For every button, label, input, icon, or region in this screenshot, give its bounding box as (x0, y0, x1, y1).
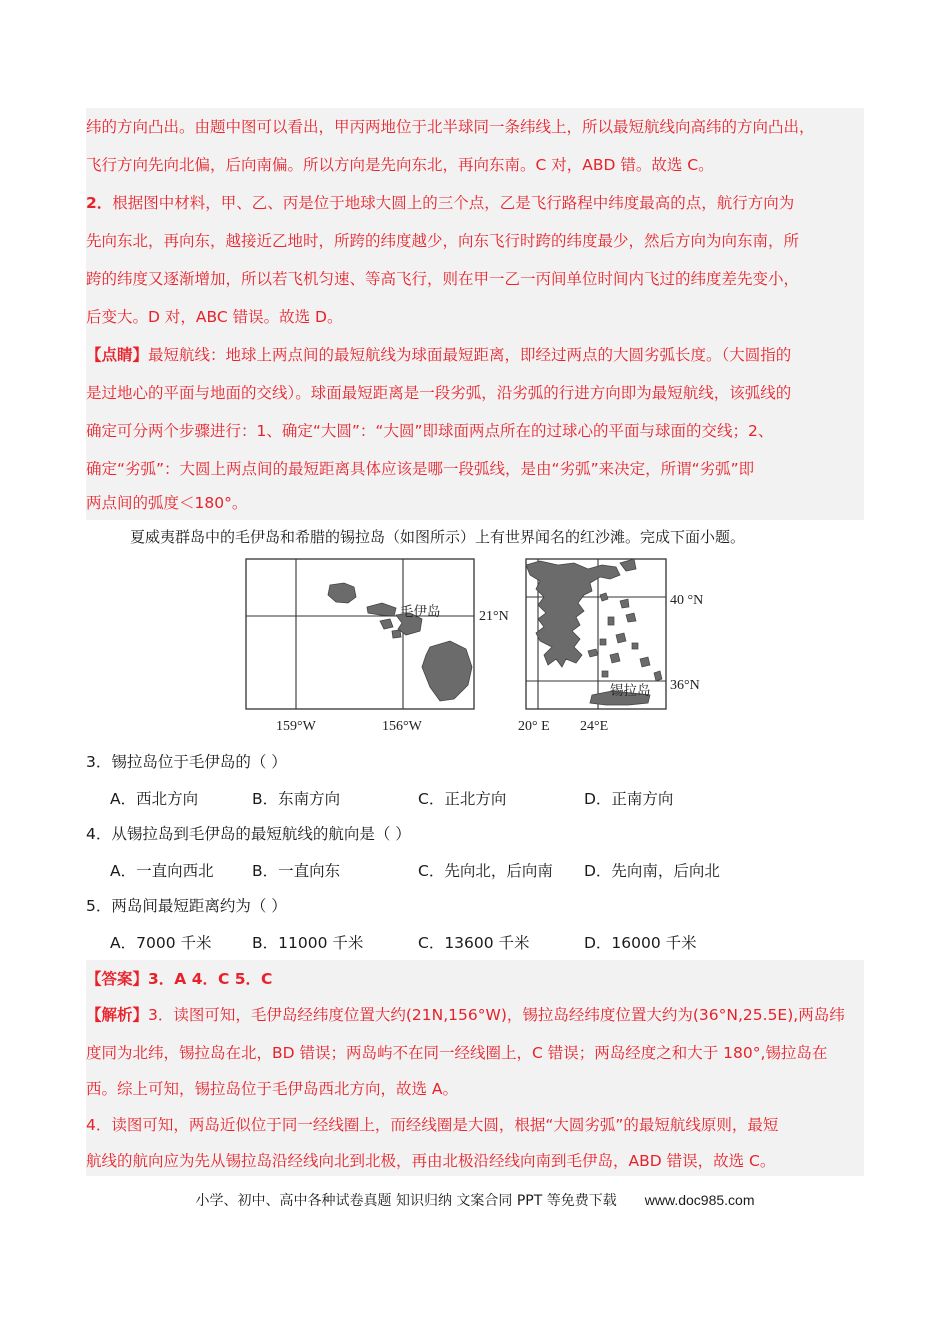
q2-number: 2． (86, 194, 113, 212)
answer-line (86, 969, 272, 989)
q2-explanation-line (86, 193, 794, 213)
text-line: 纬的方向凸出。由题中图可以看出，甲丙两地位于北半球同一条纬线上，所以最短航线向高纬的方向凸出， (86, 118, 815, 136)
footer-text: 小学、初中、高中各种试卷真题 知识归纳 文案合同 PPT 等免费下载 (195, 1193, 617, 1209)
question-4-option-c[interactable]: C．先向北，后向南 (418, 862, 553, 880)
text-line: 后变大。D 对，ABC 错误。故选 D。 (86, 308, 343, 326)
map-hawaii (246, 559, 509, 734)
text-line: 度同为北纬，锡拉岛在北，BD 错误；两岛屿不在同一经线圈上，C 错误；两岛经度之和大于 180°,锡拉岛在 (86, 1044, 828, 1062)
text-line: 4．读图可知，两岛近似位于同一经线圈上，而经线圈是大圆，根据“大圆劣弧”的最短航线原则，最短 (86, 1116, 779, 1134)
question-4-stem: 4．从锡拉岛到毛伊岛的最短航线的航向是（ ） (86, 825, 411, 843)
question-intro: 夏威夷群岛中的毛伊岛和希腊的锡拉岛（如图所示）上有世界闻名的红沙滩。完成下面小题。 (130, 528, 746, 546)
lat-21n-label: 21°N (479, 609, 509, 624)
q2-text: 根据图中材料，甲、乙、丙是位于地球大圆上的三个点，乙是飞行路程中纬度最高的点，航行方向为 (112, 194, 795, 212)
lon-20e-label: 20° E (518, 719, 550, 734)
question-5-option-b[interactable]: B．11000 千米 (252, 934, 364, 952)
footer-url[interactable]: www.doc985.com (644, 1192, 755, 1208)
question-5-option-a[interactable]: A．7000 千米 (110, 934, 212, 952)
analysis-line (86, 1005, 845, 1025)
question-5-stem: 5．两岛间最短距离约为（ ） (86, 897, 287, 915)
question-5-option-c[interactable]: C．13600 千米 (418, 934, 530, 952)
text-line: 航线的航向应为先从锡拉岛沿经线向北到北极，再由北极沿经线向南到毛伊岛，ABD 错误，故选 C。 (86, 1152, 776, 1170)
text-line: 跨的纬度又逐渐增加，所以若飞机匀速、等高飞行，则在甲一乙一丙间单位时间内飞过的纬度差先变小， (86, 270, 800, 288)
lon-159w-label: 159°W (276, 719, 316, 734)
question-4-option-b[interactable]: B．一直向东 (252, 862, 341, 880)
answer-text: 3．A 4．C 5．C (148, 970, 273, 988)
analysis-tag: 【解析】 (86, 1006, 149, 1024)
answer-tag: 【答案】 (86, 970, 149, 988)
lon-156w-label: 156°W (382, 719, 422, 734)
question-4-option-a[interactable]: A．一直向西北 (110, 862, 214, 880)
text-line: 西。综上可知，锡拉岛位于毛伊岛西北方向，故选 A。 (86, 1080, 459, 1098)
question-4-option-d[interactable]: D．先向南，后向北 (584, 862, 720, 880)
tip-tag: 【点睛】 (86, 346, 149, 364)
text-line: 是过地心的平面与地面的交线）。球面最短距离是一段劣弧，沿劣弧的行进方向即为最短航线，该弧线的 (86, 384, 792, 402)
question-3-stem: 3．锡拉岛位于毛伊岛的（ ） (86, 753, 287, 771)
map-greece (518, 559, 703, 734)
thera-label: 锡拉岛 (610, 683, 651, 699)
tip-line (86, 345, 791, 365)
tip-text: 最短航线：地球上两点间的最短航线为球面最短距离，即经过两点的大圆劣弧长度。（大圆指的 (148, 346, 792, 364)
lat-40n-label: 40 °N (670, 593, 704, 608)
page-footer (0, 1190, 950, 1210)
island-maps-figure (240, 555, 720, 737)
explanation-block-1 (86, 108, 864, 520)
text-line: 确定“劣弧”：大圆上两点间的最短距离具体应该是哪一段弧线，是由“劣弧”来决定，所谓“劣弧”即 (86, 460, 755, 478)
maui-label: 毛伊岛 (400, 604, 441, 620)
text-line: 两点间的弧度＜180°。 (86, 494, 248, 512)
question-3-option-a[interactable]: A．西北方向 (110, 790, 199, 808)
text-line: 飞行方向先向北偏，后向南偏。所以方向是先向东北，再向东南。C 对，ABD 错。故选 C。 (86, 156, 714, 174)
question-3-option-c[interactable]: C．正北方向 (418, 790, 507, 808)
answer-analysis-block (86, 960, 864, 1176)
question-5-option-d[interactable]: D．16000 千米 (584, 934, 697, 952)
question-3-option-b[interactable]: B．东南方向 (252, 790, 341, 808)
lon-24e-label: 24°E (580, 719, 609, 734)
text-line: 确定可分两个步骤进行：1、确定“大圆”：“大圆”即球面两点所在的过球心的平面与球面的交线；2、 (86, 422, 774, 440)
analysis-text: 3．读图可知，毛伊岛经纬度位置大约(21N,156°W)，锡拉岛经纬度位置大约为(36°N,25.5E),两岛纬 (148, 1006, 845, 1024)
question-3-option-d[interactable]: D．正南方向 (584, 790, 674, 808)
lat-36n-label: 36°N (670, 678, 700, 693)
text-line: 先向东北，再向东，越接近乙地时，所跨的纬度越少，向东飞行时跨的纬度最少，然后方向为向东南，所 (86, 232, 800, 250)
